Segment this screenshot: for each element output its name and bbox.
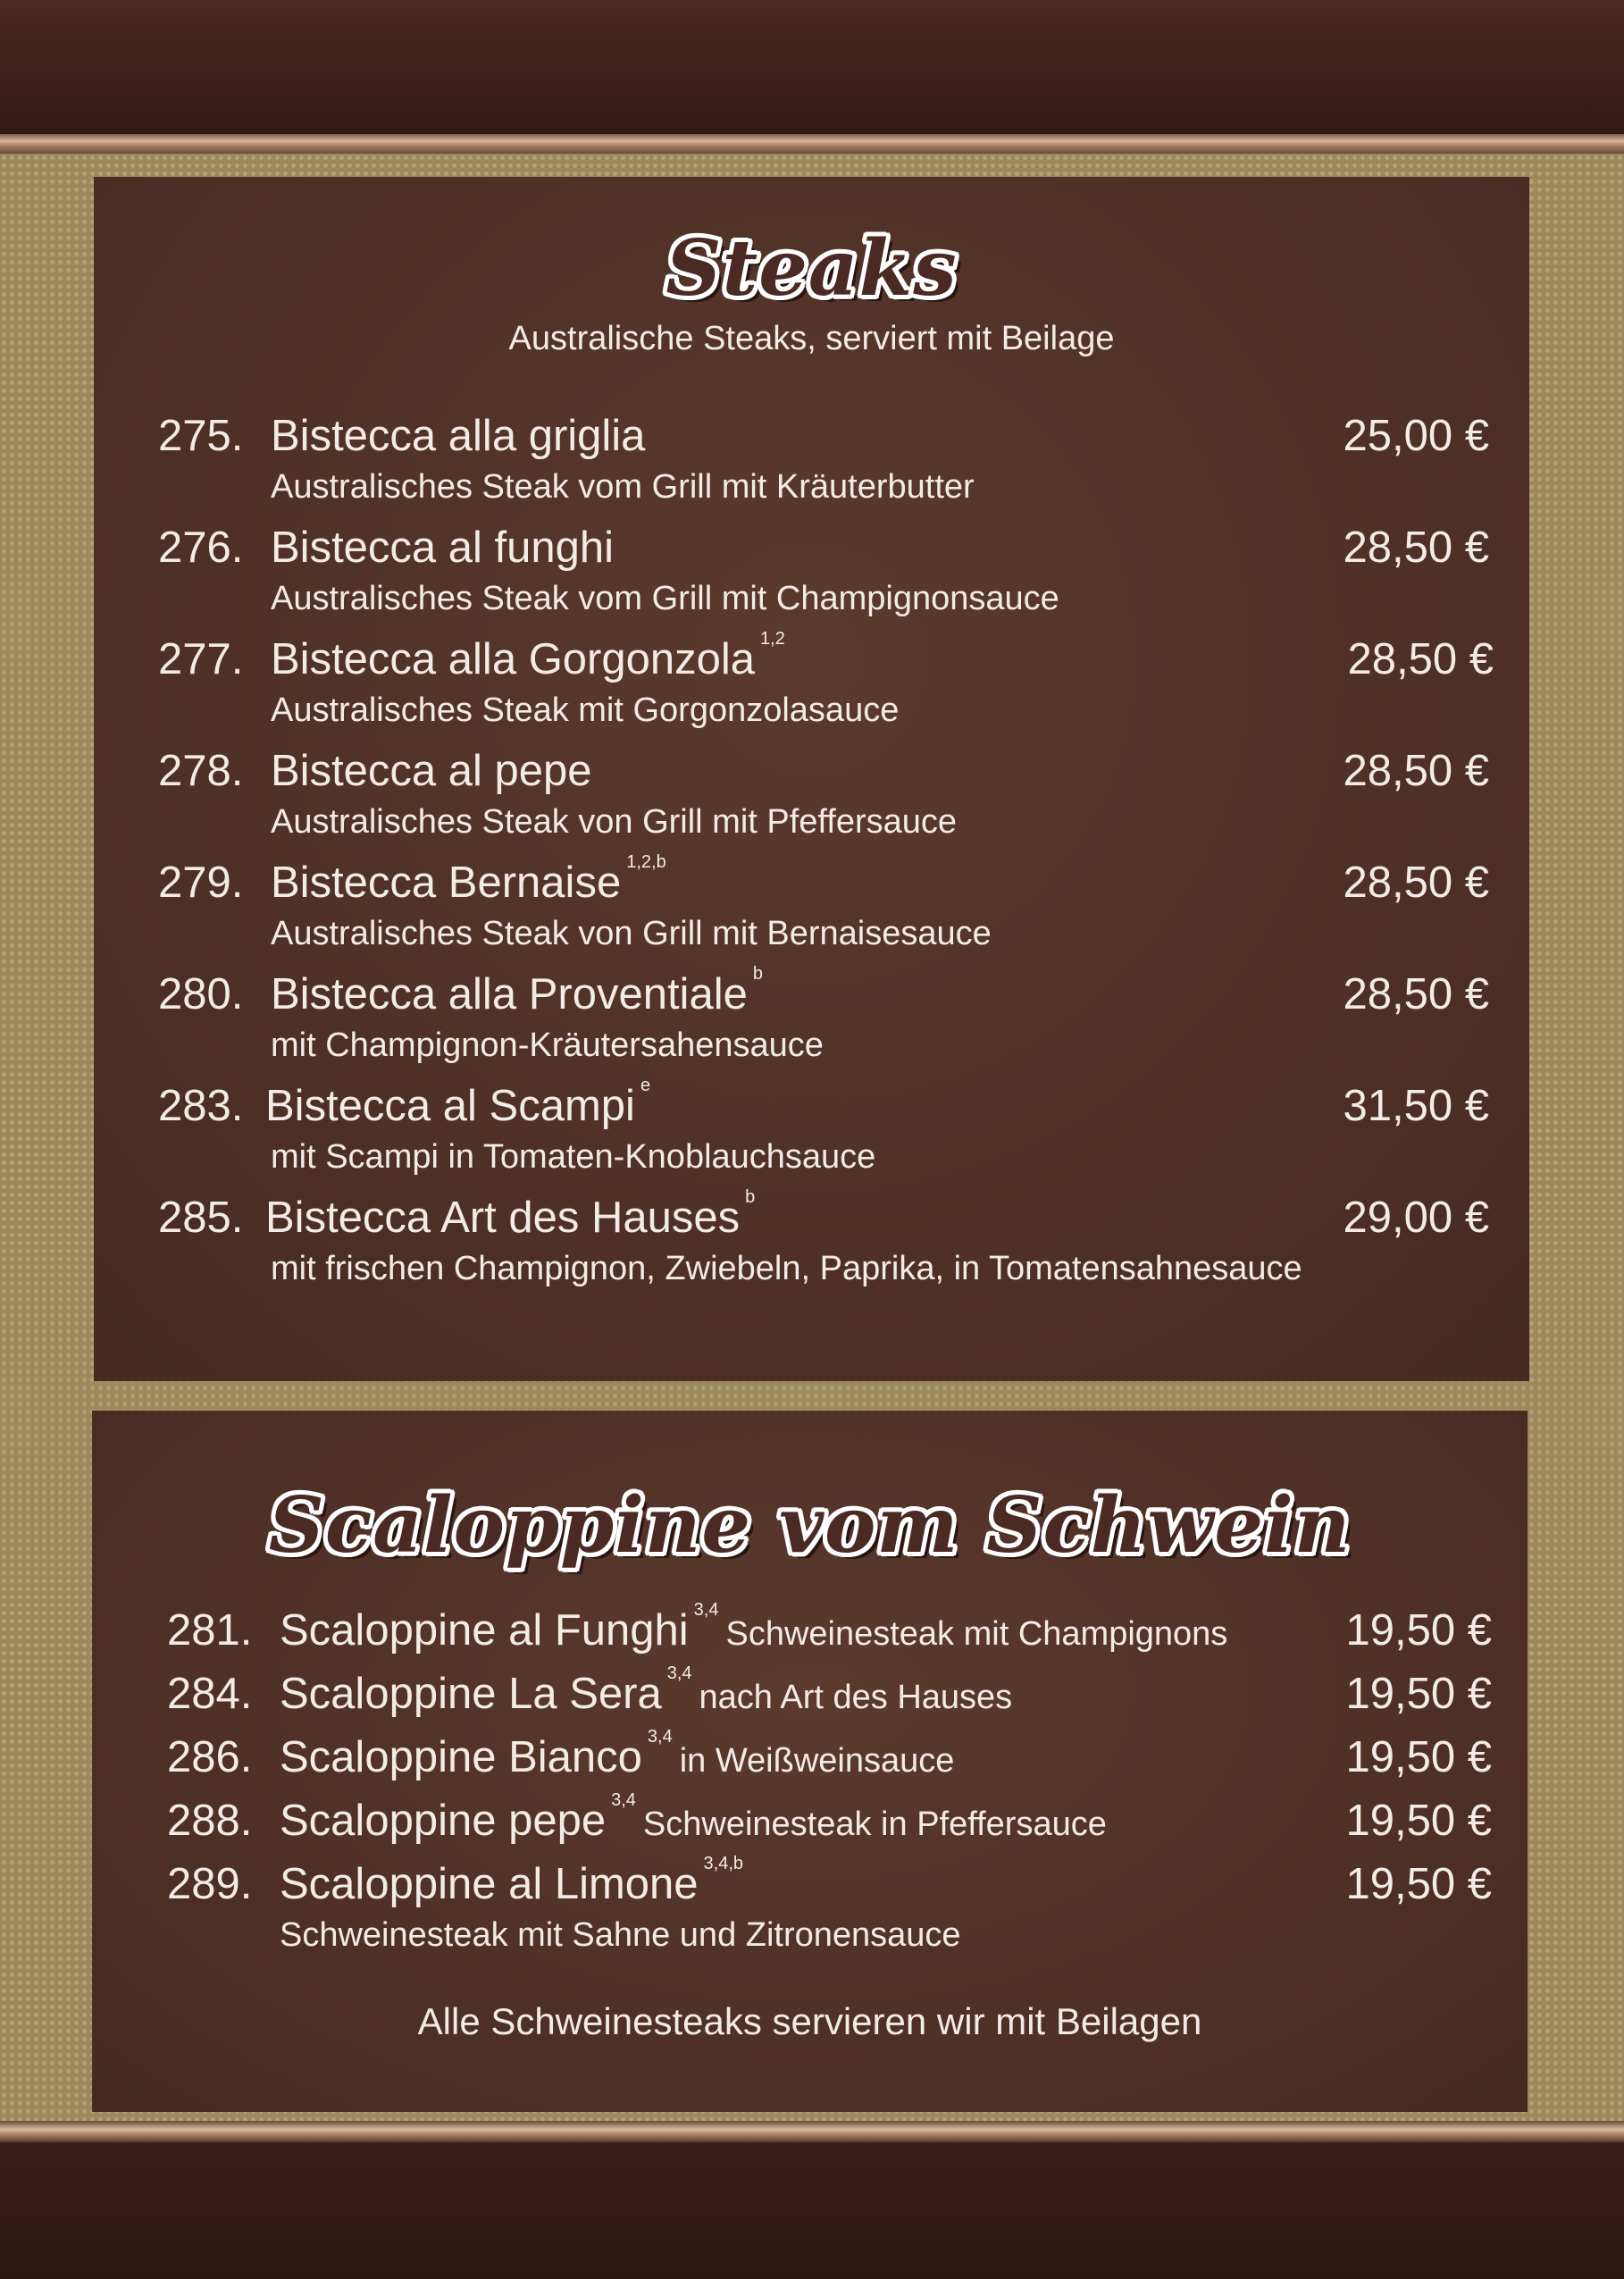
allergen-note: 3,4 [693, 1600, 719, 1620]
item-number: 286. [167, 1733, 253, 1781]
steaks-panel [94, 177, 1529, 1381]
item-inline-description: nach Art des Hauses [699, 1679, 1013, 1716]
item-name: Bistecca alla Gorgonzola $^{1,2}$ [271, 629, 785, 683]
item-number: 281. [167, 1606, 253, 1655]
top-band [0, 0, 1624, 134]
allergen-note: 3,4 [647, 1727, 673, 1747]
item-name: Bistecca al Scampi $^e$ [265, 1076, 651, 1130]
allergen-note: 1,2,b [626, 852, 666, 872]
allergen-note: 3,4 [611, 1790, 636, 1810]
bottom-rule [0, 2121, 1624, 2142]
allergen-note: b [752, 964, 763, 984]
allergen-note: e [640, 1076, 651, 1095]
item-name: Bistecca alla griglia [271, 412, 646, 460]
item-description: Australisches Steak von Grill mit Bernaisesauce [271, 915, 992, 952]
item-description: Schweinesteak mit Sahne und Zitronensauce [280, 1916, 961, 1954]
item-number: 276. [158, 524, 244, 572]
item-inline-description: Schweinesteak mit Champignons [725, 1615, 1228, 1653]
footer-note: Alle Schweinesteaks servieren wir mit Beilagen [417, 2000, 1202, 2042]
item-number: 280. [158, 970, 244, 1018]
allergen-note: 3,4 [666, 1663, 692, 1683]
item-description: Australisches Steak mit Gorgonzolasauce [271, 691, 900, 729]
steaks-title: Steaks [666, 223, 958, 314]
item-price: 19,50 € [1345, 1860, 1492, 1908]
steaks-subtitle: Australische Steaks, serviert mit Beilage [508, 320, 1115, 357]
item-number: 289. [167, 1860, 253, 1908]
item-description: mit frischen Champignon, Zwiebeln, Paprika, in Tomatensahnesauce [271, 1250, 1302, 1287]
item-name: Bistecca Bernaise $^{1,2,b}$ [271, 852, 666, 907]
item-description: Australisches Steak vom Grill mit Champignonsauce [271, 580, 1059, 617]
item-number: 279. [158, 859, 244, 907]
item-price: 19,50 € [1345, 1670, 1492, 1718]
item-price: 28,50 € [1343, 859, 1489, 907]
item-name: Scaloppine La Sera $^{3,4}$nach Art des Hauses [280, 1663, 1013, 1718]
scaloppine-title: Scaloppine vom Schwein [268, 1480, 1352, 1571]
item-number: 278. [158, 747, 244, 795]
item-name: Bistecca alla Proventiale $^b$ [271, 964, 763, 1018]
item-price: 19,50 € [1345, 1733, 1492, 1781]
item-name: Scaloppine Bianco $^{3,4}$in Weißweinsauce [280, 1727, 955, 1781]
item-number: 285. [158, 1194, 244, 1242]
item-price: 19,50 € [1345, 1606, 1492, 1655]
item-price: 28,50 € [1343, 524, 1489, 572]
bottom-band [0, 2142, 1624, 2279]
item-price: 31,50 € [1343, 1082, 1489, 1130]
item-price: 28,50 € [1343, 970, 1489, 1018]
item-price: 19,50 € [1345, 1797, 1492, 1845]
item-number: 277. [158, 635, 244, 683]
allergen-note: 1,2 [760, 629, 785, 649]
item-name: Bistecca Art des Hauses $^b$ [265, 1187, 756, 1242]
item-name: Scaloppine al Funghi $^{3,4}$Schweinesteak mit Champignons [280, 1600, 1228, 1655]
item-inline-description: in Weißweinsauce [679, 1742, 955, 1780]
allergen-note: 3,4,b [703, 1854, 744, 1873]
item-inline-description: Schweinesteak in Pfeffersauce [642, 1806, 1107, 1843]
item-name: Bistecca al pepe [271, 747, 592, 795]
item-price: 25,00 € [1343, 412, 1489, 460]
item-number: 275. [158, 412, 244, 460]
scaloppine-panel [92, 1411, 1528, 2112]
allergen-note: b [745, 1187, 756, 1207]
item-description: Australisches Steak vom Grill mit Kräuterbutter [271, 468, 975, 506]
top-rule [0, 134, 1624, 154]
item-description: Australisches Steak von Grill mit Pfeffersauce [271, 803, 958, 841]
item-name: Scaloppine pepe $^{3,4}$Schweinesteak in Pfeffersauce [280, 1790, 1107, 1845]
item-name: Bistecca al funghi [271, 524, 615, 572]
item-number: 284. [167, 1670, 253, 1718]
item-name: Scaloppine al Limone $^{3,4,b}$ [280, 1854, 744, 1908]
item-number: 288. [167, 1797, 253, 1845]
item-price: 28,50 € [1347, 635, 1494, 683]
item-description: mit Champignon-Kräutersahensauce [271, 1026, 824, 1064]
item-number: 283. [158, 1082, 244, 1130]
item-description: mit Scampi in Tomaten-Knoblauchsauce [271, 1138, 876, 1176]
item-price: 28,50 € [1343, 747, 1489, 795]
item-price: 29,00 € [1343, 1194, 1489, 1242]
